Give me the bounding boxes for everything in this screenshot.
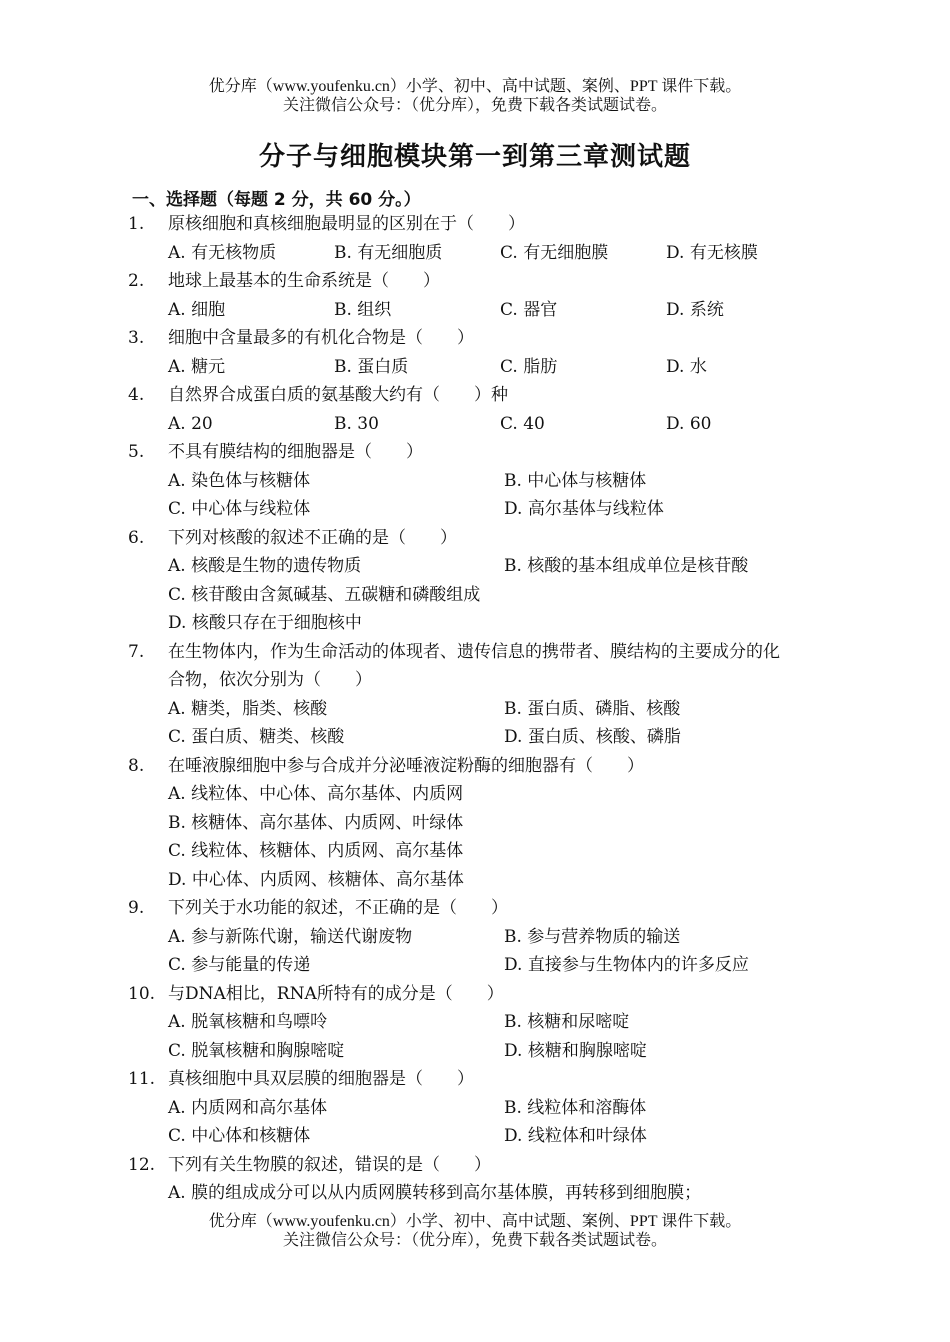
- option: D. 系统: [666, 299, 724, 320]
- option: B. 蛋白质、磷脂、核酸: [504, 698, 681, 719]
- option-row: [128, 837, 868, 866]
- option: C. 核苷酸由含氮碱基、五碳糖和磷酸组成: [168, 584, 481, 605]
- option: D. 线粒体和叶绿体: [504, 1126, 647, 1146]
- option-row: [128, 239, 868, 268]
- question-number: 1.: [128, 214, 145, 234]
- footer-line-1: 优分库（www.youfenku.cn）小学、初中、高中试题、案例、PPT 课件下载。: [208, 1213, 742, 1230]
- question-number: 7.: [128, 641, 145, 662]
- option-row: [128, 609, 868, 638]
- option: C. 40: [500, 413, 545, 434]
- question-text: 细胞中含量最多的有机化合物是（ ）: [168, 328, 474, 348]
- header-banner: [0, 77, 950, 115]
- question-text: 地球上最基本的生命系统是（ ）: [168, 271, 440, 291]
- question-number: 8.: [128, 755, 145, 776]
- option: B. 参与营养物质的输送: [504, 926, 681, 947]
- option-row: [128, 1037, 868, 1066]
- question-text: 不具有膜结构的细胞器是（ ）: [168, 442, 423, 462]
- question-text: 下列有关生物膜的叙述，错误的是（ ）: [168, 1154, 491, 1175]
- footer-banner: [0, 1212, 950, 1250]
- option: D. 高尔基体与线粒体: [504, 499, 664, 519]
- option-row: [128, 695, 868, 724]
- option: D. 核酸只存在于细胞核中: [168, 613, 362, 633]
- question-stem: [128, 438, 868, 467]
- option: D. 有无核膜: [666, 242, 758, 263]
- question-list: [128, 210, 868, 1208]
- option: B. 核糖和尿嘧啶: [504, 1012, 630, 1032]
- option: D. 水: [666, 356, 707, 377]
- option: C. 参与能量的传递: [168, 955, 311, 975]
- option: C. 脱氧核糖和胸腺嘧啶: [168, 1040, 345, 1061]
- question-number: 4.: [128, 385, 145, 405]
- option: B. 线粒体和溶酶体: [504, 1097, 647, 1118]
- question-number: 6.: [128, 527, 145, 548]
- question-stem-continued: [128, 666, 868, 695]
- question-number: 3.: [128, 328, 145, 348]
- question-text: 合物，依次分别为（ ）: [168, 670, 372, 690]
- option-row: [128, 1008, 868, 1037]
- footer-line-2: 关注微信公众号：（优分库），免费下载各类试题试卷。: [282, 1232, 667, 1249]
- option-row: [128, 1122, 868, 1151]
- option: B. 30: [334, 413, 379, 434]
- option: B. 组织: [334, 299, 392, 320]
- option-row: [128, 923, 868, 952]
- option-row: [128, 866, 868, 895]
- option-row: [128, 467, 868, 496]
- question-stem: [128, 894, 868, 923]
- question-stem: [128, 1065, 868, 1094]
- option-row: [128, 809, 868, 838]
- option: C. 中心体和核糖体: [168, 1126, 311, 1146]
- option: C. 中心体与线粒体: [168, 499, 311, 519]
- question-stem: [128, 638, 868, 667]
- question-stem: [128, 267, 868, 296]
- option: A. 染色体与核糖体: [168, 470, 311, 491]
- option: C. 脂肪: [500, 356, 558, 377]
- option-row: [128, 410, 868, 439]
- question-number: 10.: [128, 983, 156, 1004]
- option: A. 糖元: [168, 356, 226, 377]
- question-number: 2.: [128, 271, 145, 291]
- question-text: 在生物体内，作为生命活动的体现者、遗传信息的携带者、膜结构的主要成分的化: [168, 641, 780, 662]
- option-row: [128, 552, 868, 581]
- option: B. 核酸的基本组成单位是核苷酸: [504, 556, 749, 576]
- option: D. 核糖和胸腺嘧啶: [504, 1040, 647, 1061]
- option-row: [128, 495, 868, 524]
- question-text: 与DNA相比，RNA所特有的成分是（ ）: [168, 983, 504, 1004]
- question-number: 5.: [128, 442, 145, 462]
- option: B. 有无细胞质: [334, 242, 443, 263]
- page-title: 分子与细胞模块第一到第三章测试题: [258, 142, 691, 172]
- header-line-1: 优分库（www.youfenku.cn）小学、初中、高中试题、案例、PPT 课件下载。: [208, 78, 742, 95]
- option: A. 核酸是生物的遗传物质: [168, 556, 362, 576]
- option: B. 蛋白质: [334, 356, 409, 377]
- question-text: 在唾液腺细胞中参与合成并分泌唾液淀粉酶的细胞器有（ ）: [168, 755, 644, 776]
- option-row: [128, 723, 868, 752]
- option: B. 核糖体、高尔基体、内质网、叶绿体: [168, 812, 464, 833]
- option-row: [128, 353, 868, 382]
- question-number: 12.: [128, 1154, 156, 1175]
- question-text: 自然界合成蛋白质的氨基酸大约有（ ）种: [168, 385, 508, 405]
- option: D. 蛋白质、核酸、磷脂: [504, 727, 681, 747]
- option: C. 线粒体、核糖体、内质网、高尔基体: [168, 841, 464, 861]
- question-text: 原核细胞和真核细胞最明显的区别在于（ ）: [168, 214, 525, 234]
- option: A. 有无核物质: [168, 242, 277, 263]
- question-stem: [128, 752, 868, 781]
- section-heading: 一、选择题（每题 2 分，共 60 分。）: [132, 190, 421, 210]
- option: D. 直接参与生物体内的许多反应: [504, 955, 749, 975]
- question-number: 11.: [128, 1069, 156, 1089]
- option: B. 中心体与核糖体: [504, 470, 647, 491]
- option-row: [128, 296, 868, 325]
- question-stem: [128, 324, 868, 353]
- option: C. 蛋白质、糖类、核酸: [168, 727, 345, 747]
- question-text: 下列对核酸的叙述不正确的是（ ）: [168, 527, 457, 548]
- option: A. 参与新陈代谢，输送代谢废物: [168, 926, 413, 947]
- question-stem: [128, 381, 868, 410]
- option: A. 脱氧核糖和鸟嘌呤: [168, 1012, 328, 1032]
- question-text: 下列关于水功能的叙述，不正确的是（ ）: [168, 898, 508, 918]
- option: A. 内质网和高尔基体: [168, 1097, 328, 1118]
- question-number: 9.: [128, 898, 145, 918]
- question-stem: [128, 980, 868, 1009]
- option: A. 细胞: [168, 299, 226, 320]
- option: A. 20: [168, 413, 213, 434]
- option: A. 糖类，脂类、核酸: [168, 698, 328, 719]
- option-row: [128, 581, 868, 610]
- option-row: [128, 780, 868, 809]
- option: A. 线粒体、中心体、高尔基体、内质网: [168, 784, 464, 804]
- option: A. 膜的组成成分可以从内质网膜转移到高尔基体膜，再转移到细胞膜；: [168, 1183, 702, 1203]
- option: D. 中心体、内质网、核糖体、高尔基体: [168, 869, 464, 890]
- question-stem: [128, 210, 868, 239]
- option: D. 60: [666, 413, 712, 434]
- option: C. 器官: [500, 299, 558, 320]
- question-stem: [128, 524, 868, 553]
- option: C. 有无细胞膜: [500, 242, 609, 263]
- header-line-2: 关注微信公众号：（优分库），免费下载各类试题试卷。: [282, 97, 667, 114]
- question-stem: [128, 1151, 868, 1180]
- option-row: [128, 1179, 868, 1208]
- question-text: 真核细胞中具双层膜的细胞器是（ ）: [168, 1069, 474, 1089]
- option-row: [128, 951, 868, 980]
- option-row: [128, 1094, 868, 1123]
